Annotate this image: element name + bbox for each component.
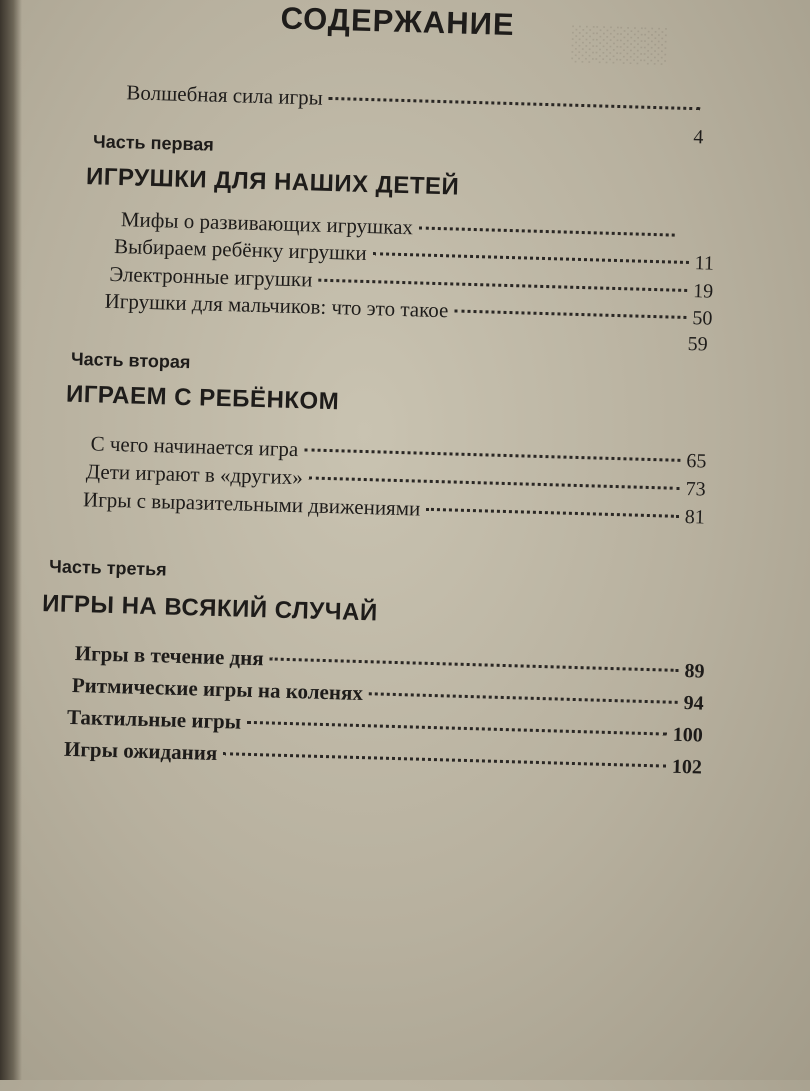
toc-page-number: 94 — [683, 692, 704, 715]
toc-entry-label: Дети играют в «других» — [85, 459, 304, 490]
toc-page-number: 100 — [672, 723, 704, 747]
toc-entry-label: Волшебная сила игры — [126, 80, 324, 110]
toc-entry-intro-page — [693, 126, 704, 149]
part-label-1: Часть первая — [92, 131, 215, 155]
toc-entry-label: Тактильные игры — [66, 704, 242, 734]
toc-entry-intro[interactable] — [126, 80, 706, 121]
toc-leader-dots — [419, 226, 675, 236]
page-title: СОДЕРЖАНИЕ — [280, 0, 516, 43]
toc-leader-dots — [309, 476, 680, 489]
toc-page-number: 73 — [685, 478, 706, 501]
bleed-through-texture: ░░░░ — [569, 24, 667, 65]
toc-entry-label: Игрушки для мальчиков: что это такое — [104, 288, 449, 323]
toc-page-number: 4 — [693, 126, 704, 149]
toc-page-number: 89 — [684, 660, 705, 683]
toc-leader-dots — [454, 309, 686, 318]
toc-leader-dots — [247, 721, 667, 736]
toc-page-number: 11 — [694, 252, 715, 275]
toc-entry-label: Ритмические игры на коленях — [71, 672, 364, 706]
toc-entry-label: С чего начинается игра — [90, 431, 299, 462]
toc-entry-label: Электронные игрушки — [109, 261, 313, 292]
toc-entry-label: Игры в течение дня — [74, 641, 264, 671]
toc-page-number: 59 — [687, 333, 708, 356]
toc-page-number: 65 — [686, 450, 707, 473]
section-title-3: ИГРЫ НА ВСЯКИЙ СЛУЧАЙ — [41, 590, 379, 627]
toc-entry-label: Игры с выразительными движениями — [82, 487, 421, 521]
toc-page-number: 50 — [692, 307, 713, 330]
toc-leader-dots — [270, 657, 679, 671]
section-title-2: ИГРАЕМ С РЕБЁНКОМ — [65, 380, 340, 416]
toc-entry-label: Мифы о развивающих игрушках — [120, 207, 414, 240]
toc-leader-dots — [329, 97, 701, 110]
toc-entry-label: Выбираем ребёнку игрушки — [113, 233, 368, 266]
toc-entry-page-only — [687, 333, 708, 357]
toc-page-number: 102 — [671, 755, 703, 779]
toc-leader-dots — [426, 508, 679, 518]
toc-leader-dots — [369, 692, 678, 704]
toc-leader-dots — [304, 448, 680, 462]
toc-entry-label: Игры ожидания — [63, 736, 218, 766]
toc-leader-dots — [318, 279, 687, 292]
section-title-1: ИГРУШКИ ДЛЯ НАШИХ ДЕТЕЙ — [85, 163, 460, 201]
toc-leader-dots — [223, 752, 666, 767]
toc-page-number: 81 — [684, 506, 706, 529]
toc-page-number: 19 — [692, 280, 714, 303]
part-label-2: Часть вторая — [70, 348, 191, 373]
toc-leader-dots — [373, 252, 689, 264]
part-label-3: Часть третья — [48, 556, 167, 580]
